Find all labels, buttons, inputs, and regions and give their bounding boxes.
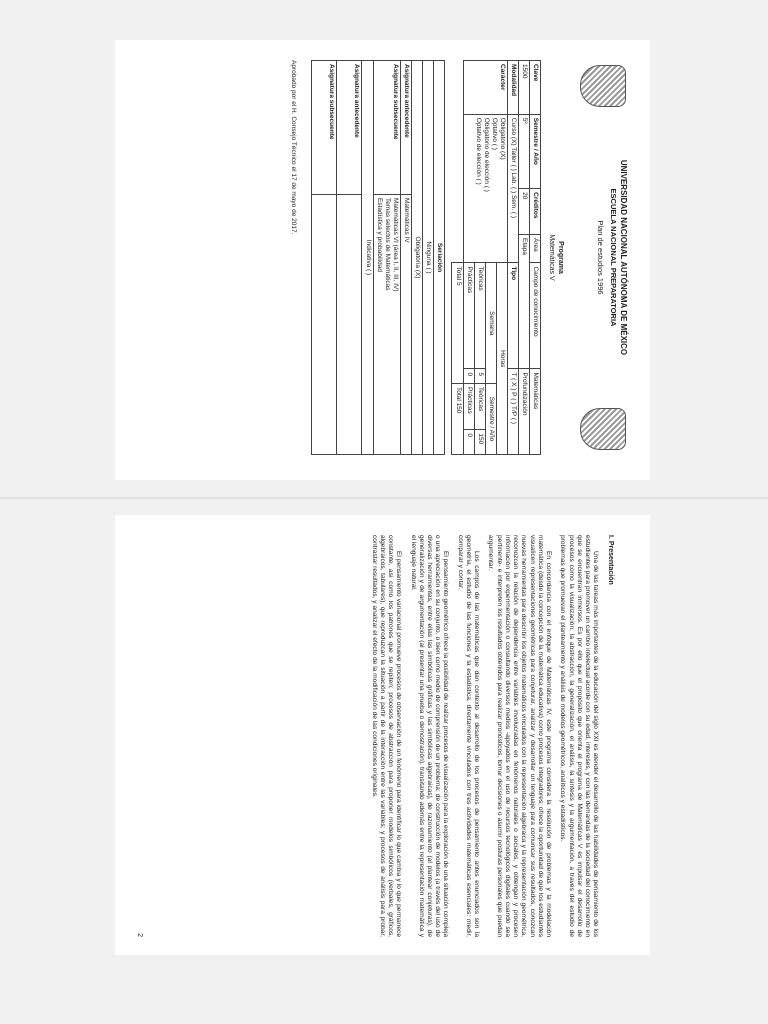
clave-label: Clave bbox=[530, 61, 541, 115]
creditos-label: Créditos bbox=[530, 189, 541, 235]
tipo-value: T ( X ) P ( ) T/P ( ) bbox=[508, 369, 519, 455]
tipo-label: Tipo bbox=[508, 263, 519, 369]
page-2-content bbox=[118, 535, 618, 937]
seriacion-ninguna: Ninguna ( ) bbox=[423, 61, 434, 455]
subsecuente-value: Matemáticas VI (área I, II, III, IV) Temas selectos de Matemáticas Estadística y probabilidad bbox=[373, 194, 400, 454]
etapa-label: Etapa bbox=[519, 234, 530, 368]
page-divider bbox=[0, 497, 768, 499]
seriacion-title: Seriación bbox=[434, 61, 445, 455]
creditos-value: 20 bbox=[519, 189, 530, 235]
teoricas-label: Teóricas bbox=[474, 263, 485, 369]
teoricas-semana: 5 bbox=[474, 369, 485, 384]
seriacion-obligatoria: Obligatoria (X) bbox=[412, 61, 423, 455]
page-1-content bbox=[118, 60, 628, 455]
page-header bbox=[568, 60, 628, 455]
modalidad-label: Modalidad bbox=[508, 61, 519, 115]
paragraph: Los campos de las matemáticas que dan contexto al desarrollo de los procesos de pensamiento antes enunciados son la geometría, el estudio de las funciones y la estadística, directamente vinculados con tres actividades matemáticas esenciales: medir, comparar y contar. bbox=[456, 535, 481, 937]
semestre-value: 5º bbox=[519, 114, 530, 188]
teoricas-label-2: Teóricas bbox=[474, 384, 485, 430]
antecedente2-value bbox=[337, 194, 362, 454]
antecedente-value: Matemáticas IV bbox=[401, 194, 412, 454]
school-name: ESCUELA NACIONAL PREPARATORIA bbox=[609, 188, 618, 327]
clave-value: 1500 bbox=[519, 61, 530, 115]
total-semana: Total 5 bbox=[452, 263, 463, 384]
plan-label: Plan de estudios 1996 bbox=[595, 220, 605, 295]
antecedente-label: Asignatura antecedente bbox=[401, 61, 412, 195]
subsecuente-label: Asignatura subsecuente bbox=[373, 61, 400, 195]
teoricas-anio: 150 bbox=[474, 430, 485, 455]
area-label: Área bbox=[530, 234, 541, 262]
enp-seal-icon bbox=[580, 408, 626, 450]
seriacion-indicativa: Indicativa ( ) bbox=[362, 61, 373, 455]
paragraph: Una de las tareas más importantes de la educación del siglo XXI es atender el desarrollo de las habilidades de pensamiento de los estudiantes para promover un cambio intelectual acorde con su edad, intereses, y con las demandas de la sociedad del conocimiento en que se encuentran inmersos. Es por ello que el propósito que orienta el programa de Matemáticas V es impulsar el desarrollo de procesos como la visualización, la abstracción, la generalización, el análisis, la síntesis y la argumentación, a través del estudio de problemas que promuevan el planteamiento y análisis de modelos geométricos, analíticos y estadísticos. bbox=[559, 535, 600, 937]
paragraph: El pensamiento geométrico ofrece la posibilidad de realizar procesos de visualización para la exploración de una situación compleja o una apreciación en su conjunto, o bien como medio de comprensión de un problema; de construcción de modelos (a través del uso de diversas herramientas, entre ellas las simbólicas gráficas y las simbólicas algebraicas), de razonamiento (al plantear conjeturas), de generalización y de argumentación (al presentar una prueba o demostración), transitando además entre la representación matemática y el lenguaje natural. bbox=[409, 535, 450, 937]
campo-label: Campo de conocimiento bbox=[530, 263, 541, 369]
seriacion-table bbox=[312, 60, 446, 455]
antecedente2-label: Asignatura antecedente bbox=[337, 61, 362, 195]
etapa-value: Profundización bbox=[519, 369, 530, 455]
modalidad-value: Curso (X) Taller ( ) Lab. ( ) Sem. ( ) bbox=[508, 114, 519, 263]
program-name: Matemáticas V bbox=[548, 234, 556, 281]
practicas-anio: 0 bbox=[463, 430, 474, 455]
semana-label: Semana bbox=[485, 263, 496, 384]
approval-note: Aprobado por el H. Consejo Técnico el 17 de mayo de 2017. bbox=[290, 60, 298, 235]
section-title: I. Presentación bbox=[607, 535, 614, 585]
program-heading bbox=[547, 60, 565, 455]
unam-seal-icon bbox=[580, 65, 626, 107]
subsecuente2-label: Asignatura subsecuente bbox=[312, 61, 337, 195]
paragraph: En concordancia con el enfoque de Matemáticas IV, este programa considera la resolución de problemas y la modelación matemática (desde la concepción de la matemática educativa) como procesos integradores; ofrece la oportunidad de que los estudiantes visualicen representaciones geométricas para conjeturar, analizar y desarrollar un lenguaje para comunicar sus resultados, conozcan nuevas herramientas para describir los objetos matemáticos vinculados con la representación algebraica y la representación geométrica, reconozcan la relación de dependencia entre variables involucradas en fenómenos naturales o sociales, y obtengan y procesen información por experimentación o consultando diversos medios -apoyados en el uso de recursos tecnológicos digitales cuando sea pertinente- e interpreten los resultados obtenidos para realizar pronósticos, tomar decisiones o asumir posturas personales que puedan argumentar. bbox=[487, 535, 553, 937]
practicas-label-2: Prácticas bbox=[463, 384, 474, 430]
practicas-label: Prácticas bbox=[463, 263, 474, 369]
caracter-label: Carácter bbox=[463, 61, 508, 115]
paragraph: El pensamiento variacional promueve procesos de observación de un fenómeno para identificar lo que cambia y lo que permanece constante, así como los patrones que se repiten; procesos de abstracción para proponer modelos simbólicos (verbales, gráficos, algebraicos, tabulares), que reproduzcan la situación a partir de la interacción entre las variables; y procesos de análisis para probar, contrastar resultados, y analizar el efecto de la modificación de las condiciones originales. bbox=[370, 535, 403, 937]
horas-label: Horas bbox=[497, 263, 508, 455]
total-anio: Total 150 bbox=[452, 384, 463, 455]
semestre-anio-label: Semestre / Año bbox=[485, 384, 496, 455]
course-info-table bbox=[452, 60, 542, 455]
caracter-options: Obligatorio (X) Optativo ( ) Obligatorio de elección ( ) Optativo de elección ( ) bbox=[463, 114, 508, 263]
page-number: 2 bbox=[136, 933, 143, 937]
semestre-label: Semestre / Año bbox=[530, 114, 541, 188]
program-label: Programa bbox=[557, 241, 564, 274]
area-value: Matemáticas bbox=[530, 369, 541, 455]
university-name: UNIVERSIDAD NACIONAL AUTÓNOMA DE MÉXICO bbox=[619, 159, 628, 356]
practicas-semana: 0 bbox=[463, 369, 474, 384]
subsecuente2-value bbox=[312, 194, 337, 454]
